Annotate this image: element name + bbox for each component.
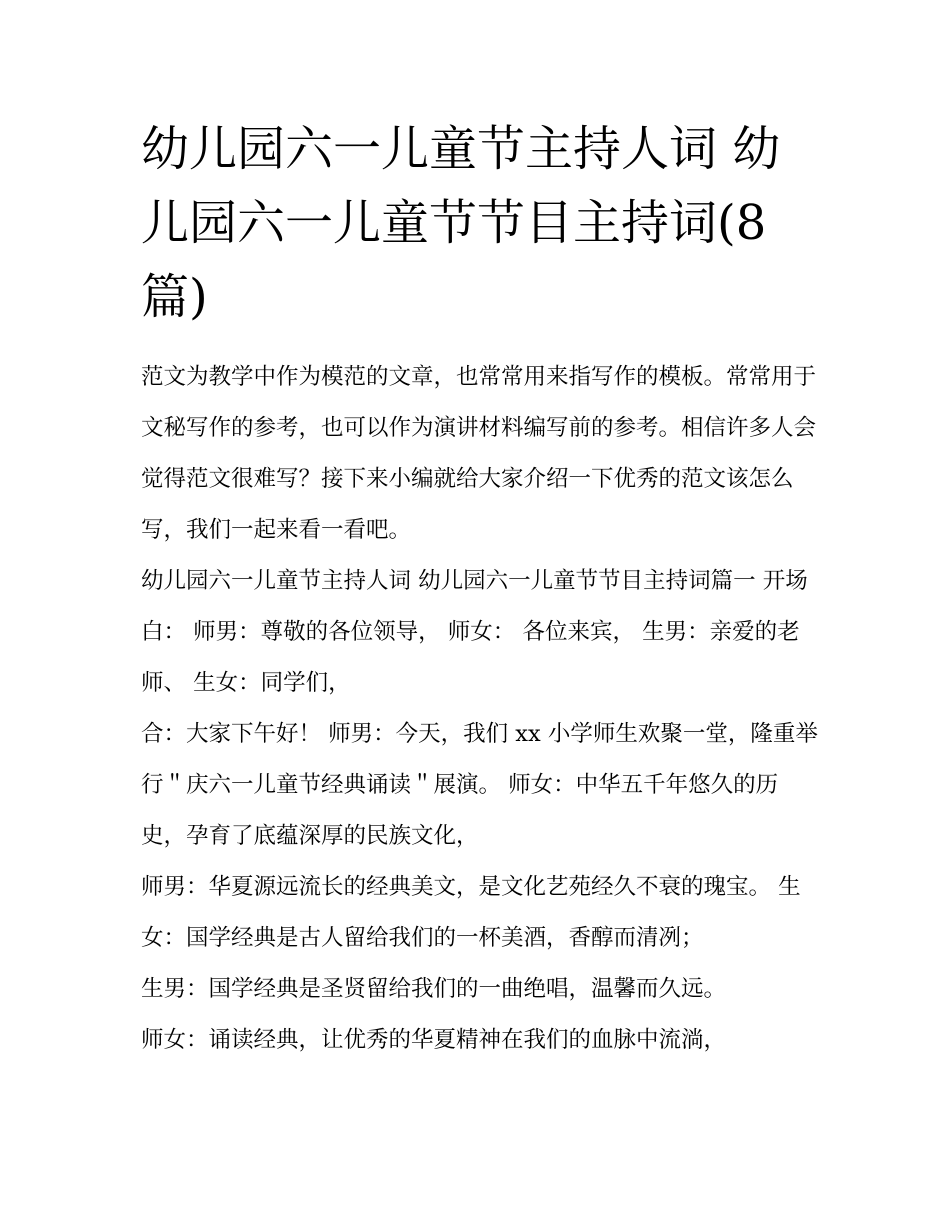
- paragraph-greeting: 合：大家下午好！ 师男：今天，我们 xx 小学师生欢聚一堂，隆重举行＂庆六一儿童节经典诵读＂展演。 师女：中华五千年悠久的历史，孕育了底蕴深厚的民族文化，: [141, 721, 818, 849]
- paragraph-intro: 范文为教学中作为模范的文章，也常常用来指写作的模板。常常用于文秘写作的参考，也可以作为演讲材料编写前的参考。相信许多人会觉得范文很难写？接下来小编就给大家介绍一下优秀的范文该怎么写，我们一起来看一看吧。: [141, 364, 817, 543]
- document-page: [141, 112, 821, 1066]
- document-body: [141, 352, 821, 1066]
- paragraph-classics-song: 生男：国学经典是圣贤留给我们的一曲绝唱，温馨而久远。: [141, 976, 727, 1002]
- paragraph-recite: 师女：诵读经典，让优秀的华夏精神在我们的血脉中流淌，: [141, 1027, 727, 1053]
- paragraph-classics-treasure: 师男：华夏源远流长的经典美文，是文化艺苑经久不衰的瑰宝。 生女：国学经典是古人留给我们的一杯美酒，香醇而清冽；: [141, 874, 801, 951]
- document-title: 幼儿园六一儿童节主持人词 幼儿园六一儿童节节目主持词(8篇): [141, 121, 781, 325]
- paragraph-opening: 幼儿园六一儿童节主持人词 幼儿园六一儿童节节目主持词篇一 开场白： 师男：尊敬的各位领导， 师女： 各位来宾， 生男：亲爱的老师、 生女：同学们，: [141, 568, 808, 696]
